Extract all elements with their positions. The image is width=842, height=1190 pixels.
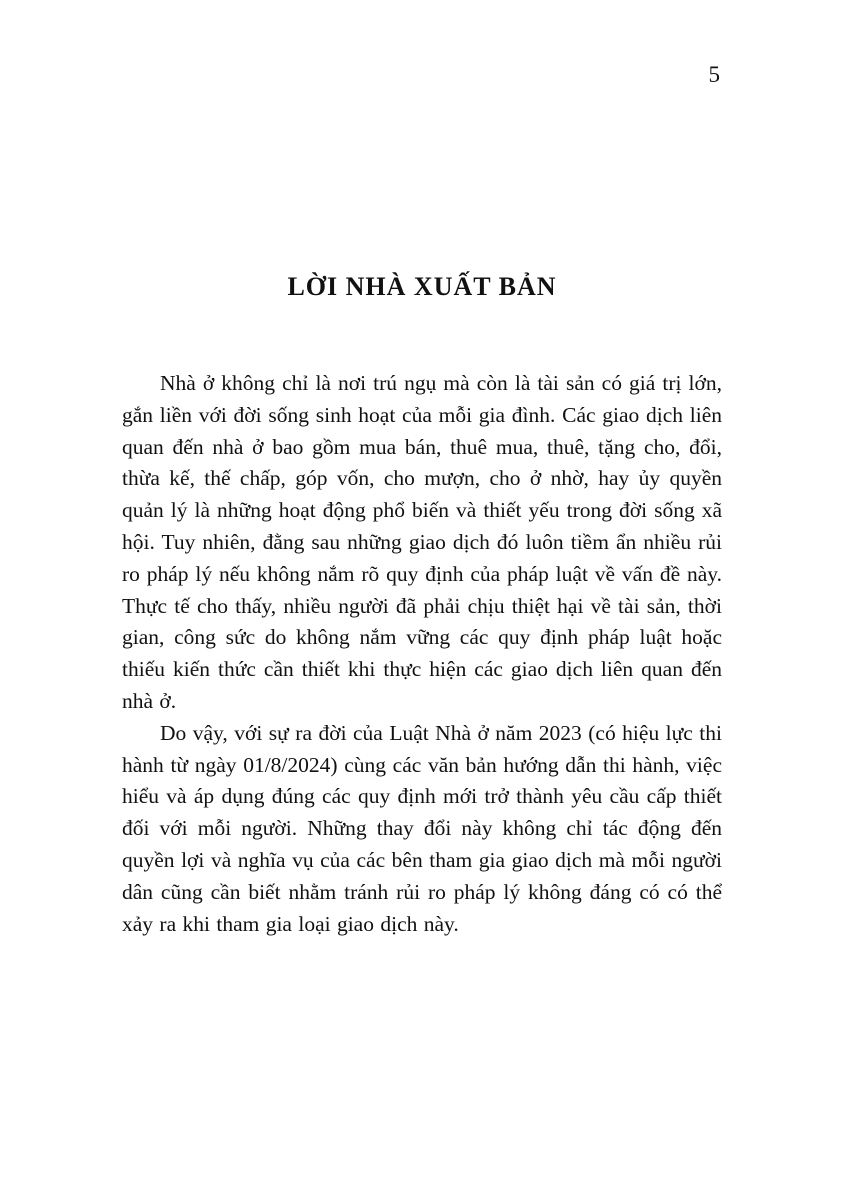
chapter-title: LỜI NHÀ XUẤT BẢN bbox=[287, 272, 557, 301]
paragraph-2: Do vậy, với sự ra đời của Luật Nhà ở năm 2023 (có hiệu lực thi hành từ ngày 01/8/2024) cùng các văn bản hướng dẫn thi hành, việc hiểu và áp dụng đúng các quy định mới trở thành yêu cầu cấp thiết đối với mỗi người. Những thay đổi này không chỉ tác động đến quyền lợi và nghĩa vụ của các bên tham gia giao dịch mà mỗi người dân cũng cần biết nhằm tránh rủi ro pháp lý không đáng có có thể xảy ra khi tham gia loại giao dịch này. bbox=[122, 720, 722, 936]
body-text bbox=[122, 368, 722, 940]
page-content bbox=[122, 272, 722, 940]
page-number: 5 bbox=[708, 62, 720, 87]
paragraph-1: Nhà ở không chỉ là nơi trú ngụ mà còn là tài sản có giá trị lớn, gắn liền với đời sống sinh hoạt của mỗi gia đình. Các giao dịch liên quan đến nhà ở bao gồm mua bán, thuê mua, thuê, tặng cho, đổi, thừa kế, thế chấp, góp vốn, cho mượn, cho ở nhờ, hay ủy quyền quản lý là những hoạt động phổ biến và thiết yếu trong đời sống xã hội. Tuy nhiên, đằng sau những giao dịch đó luôn tiềm ẩn nhiều rủi ro pháp lý nếu không nắm rõ quy định của pháp luật về vấn đề này. Thực tế cho thấy, nhiều người đã phải chịu thiệt hại về tài sản, thời gian, công sức do không nắm vững các quy định pháp luật hoặc thiếu kiến thức cần thiết khi thực hiện các giao dịch liên quan đến nhà ở. bbox=[122, 371, 722, 713]
